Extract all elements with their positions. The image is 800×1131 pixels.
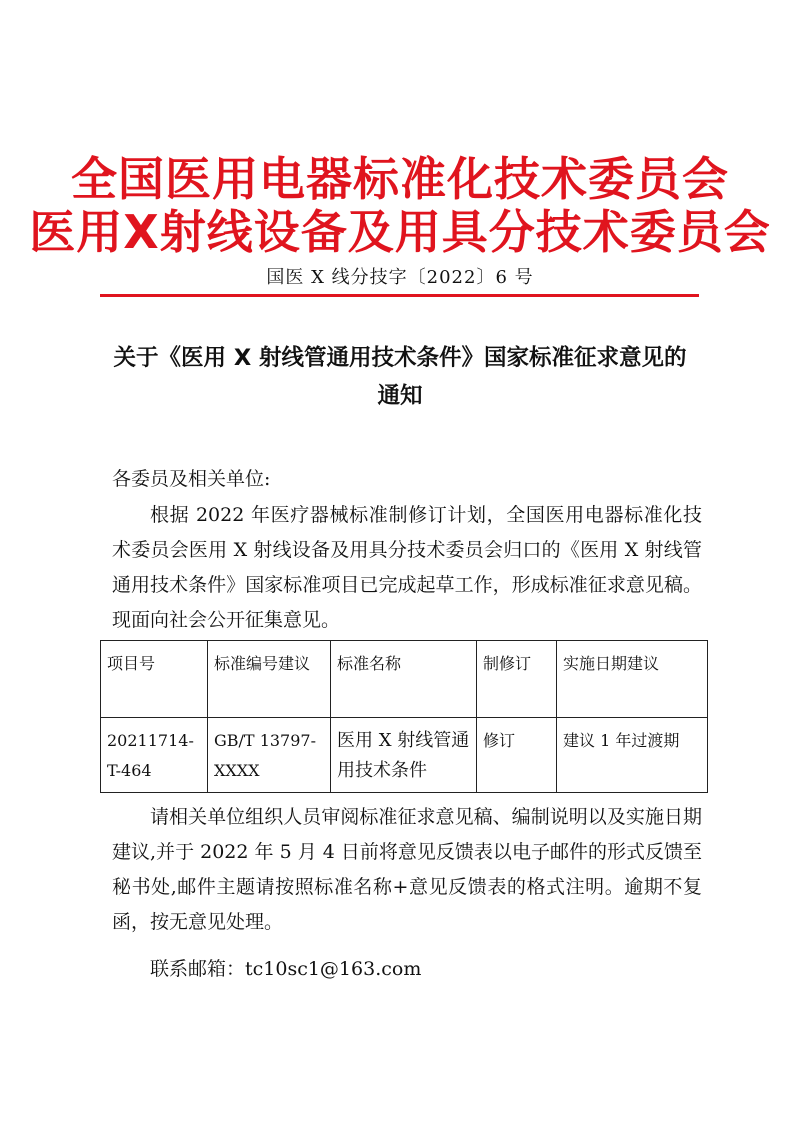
document-number: 国医 X 线分技字〔2022〕6 号 bbox=[266, 267, 534, 288]
header-standard-name: 标准名称 bbox=[331, 641, 477, 718]
salutation: 各委员及相关单位: bbox=[112, 468, 271, 490]
notice-title-line1: 关于《医用 X 射线管通用技术条件》国家标准征求意见的 bbox=[113, 345, 687, 371]
standard-info-table bbox=[100, 640, 708, 793]
cell-standard-name: 医用 X 射线管通用技术条件 bbox=[331, 718, 477, 793]
cell-standard-number: GB/T 13797-XXXX bbox=[208, 718, 331, 793]
committee-name-line2: 医用X射线设备及用具分技术委员会 bbox=[29, 205, 771, 259]
cell-revision-type: 修订 bbox=[477, 718, 557, 793]
notice-title-line2: 通知 bbox=[377, 383, 423, 409]
committee-name-line1: 全国医用电器标准化技术委员会 bbox=[71, 152, 729, 206]
header-standard-number: 标准编号建议 bbox=[208, 641, 331, 718]
header-revision-type: 制修订 bbox=[477, 641, 557, 718]
paragraph-instructions: 请相关单位组织人员审阅标准征求意见稿、编制说明以及实施日期建议,并于 2022 年 5 月 4 日前将意见反馈表以电子邮件的形式反馈至秘书处,邮件主题请按照标准名称+意见反馈表的格式注明。逾期不复函，按无意见处理。 bbox=[112, 806, 702, 933]
cell-implementation-date: 建议 1 年过渡期 bbox=[557, 718, 708, 793]
red-divider-line bbox=[100, 294, 699, 297]
table-row bbox=[101, 718, 708, 793]
header-project-number: 项目号 bbox=[101, 641, 208, 718]
cell-project-number: 20211714-T-464 bbox=[101, 718, 208, 793]
header-implementation-date: 实施日期建议 bbox=[557, 641, 708, 718]
contact-email: 联系邮箱：tc10sc1@163.com bbox=[150, 958, 422, 980]
table-header-row bbox=[101, 641, 708, 718]
paragraph-intro: 根据 2022 年医疗器械标准制修订计划，全国医用电器标准化技术委员会医用 X 射线设备及用具分技术委员会归口的《医用 X 射线管通用技术条件》国家标准项目已完成起草工作，形成标准征求意见稿。现面向社会公开征集意见。 bbox=[112, 504, 702, 631]
